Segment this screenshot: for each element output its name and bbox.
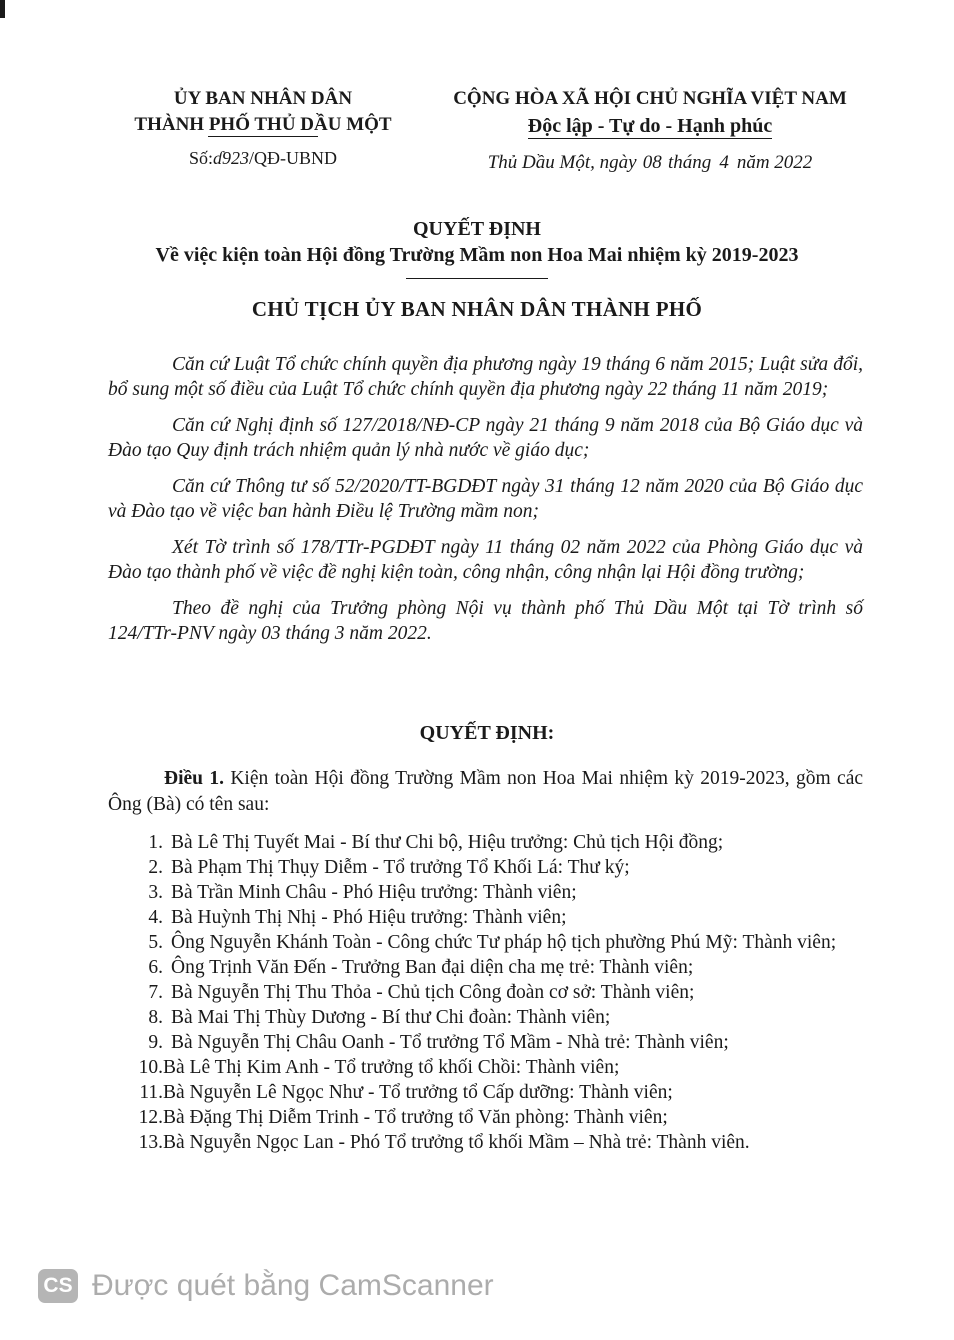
basis-paragraph: Căn cứ Luật Tổ chức chính quyền địa phương ngày 19 tháng 6 năm 2015; Luật sửa đổi, bổ sung một số điều của Luật Tổ chức chính quyền địa phương ngày 22 tháng 11 năm 2019; — [108, 354, 863, 400]
list-item: 13. Bà Nguyễn Ngọc Lan - Phó Tổ trưởng tổ khối Mầm – Nhà trẻ: Thành viên. — [138, 1132, 750, 1153]
decision-heading: QUYẾT ĐỊNH: — [419, 722, 555, 744]
nation-name: CỘNG HÒA XÃ HỘI CHỦ NGHĨA VIỆT NAM — [453, 88, 847, 109]
article-1 — [108, 766, 863, 818]
article-text: Kiện toàn Hội đồng Trường Mầm non Hoa Mai nhiệm kỳ 2019-2023, gồm các Ông (Bà) có tên sau: — [108, 768, 864, 815]
list-item: 1. Bà Lê Thị Tuyết Mai - Bí thư Chi bộ, Hiệu trưởng: Chủ tịch Hội đồng; — [148, 832, 724, 853]
agency-line-1: ỦY BAN NHÂN DÂN — [173, 88, 353, 109]
agency-line-2: THÀNH PHỐ THỦ DẦU MỘT — [134, 112, 391, 138]
list-item: 12. Bà Đặng Thị Diễm Trinh - Tổ trưởng tổ Văn phòng: Thành viên; — [138, 1107, 668, 1128]
national-motto: Độc lập - Tự do - Hạnh phúc — [527, 115, 773, 137]
article-label: Điều 1. — [164, 768, 224, 789]
national-header-block — [440, 86, 860, 174]
issuing-authority: CHỦ TỊCH ỦY BAN NHÂN DÂN THÀNH PHỐ — [251, 297, 703, 321]
document-subject: Về việc kiện toàn Hội đồng Trường Mầm non Hoa Mai nhiệm kỳ 2019-2023 — [155, 244, 799, 266]
list-item: 3. Bà Trần Minh Châu - Phó Hiệu trưởng: Thành viên; — [148, 882, 577, 903]
list-item: 8. Bà Mai Thị Thùy Dương - Bí thư Chi đoàn: Thành viên; — [148, 1007, 611, 1028]
document-number: Số:ɗ923/QĐ-UBND — [188, 148, 337, 168]
list-item: 4. Bà Huỳnh Thị Nhị - Phó Hiệu trưởng: Thành viên; — [148, 907, 567, 928]
list-item: 2. Bà Phạm Thị Thụy Diễm - Tổ trưởng Tổ Khối Lá: Thư ký; — [148, 857, 630, 878]
legal-basis — [108, 352, 863, 657]
handwritten-month: 4 — [719, 152, 729, 173]
scanner-watermark — [38, 1266, 494, 1306]
member-list — [108, 830, 868, 1155]
title-divider — [406, 278, 548, 279]
issuing-agency-block — [108, 86, 418, 169]
basis-paragraph: Xét Tờ trình số 178/TTr-PGDĐT ngày 11 tháng 02 năm 2022 của Phòng Giáo dục và Đào tạo thành phố về việc đề nghị kiện toàn, công nhận, công nhận lại Hội đồng trường; — [108, 537, 863, 583]
basis-paragraph: Căn cứ Nghị định số 127/2018/NĐ-CP ngày 21 tháng 9 năm 2018 của Bộ Giáo dục và Đào tạo Quy định trách nhiệm quản lý nhà nước về giáo dục; — [108, 415, 863, 461]
list-item: 5. Ông Nguyễn Khánh Toàn - Công chức Tư pháp hộ tịch phường Phú Mỹ: Thành viên; — [148, 932, 837, 953]
scan-edge-mark — [0, 0, 5, 18]
scanner-watermark-text: Được quét bằng CamScanner — [92, 1269, 494, 1302]
list-item: 6. Ông Trịnh Văn Đến - Trưởng Ban đại diện cha mẹ trẻ: Thành viên; — [148, 957, 694, 978]
list-item: 10. Bà Lê Thị Kim Anh - Tổ trưởng tổ khối Chồi: Thành viên; — [138, 1057, 620, 1078]
camscanner-logo-icon: CS — [38, 1269, 78, 1303]
basis-paragraph: Căn cứ Thông tư số 52/2020/TT-BGDĐT ngày 31 tháng 12 năm 2020 của Bộ Giáo dục và Đào tạo về việc ban hành Điều lệ Trường mầm non; — [108, 476, 863, 522]
basis-paragraph: Theo đề nghị của Trưởng phòng Nội vụ thành phố Thủ Dầu Một tại Tờ trình số 124/TTr-PNV ngày 03 tháng 3 năm 2022. — [108, 598, 863, 644]
list-item: 7. Bà Nguyễn Thị Thu Thỏa - Chủ tịch Công đoàn cơ sở: Thành viên; — [148, 982, 695, 1003]
document-type: QUYẾT ĐỊNH — [413, 218, 541, 240]
place-and-date: Thủ Dầu Một, ngày 08 tháng 4 năm 2022 — [487, 152, 813, 173]
handwritten-number: ɗ923 — [213, 148, 249, 168]
title-block — [0, 216, 954, 322]
list-item: 9. Bà Nguyễn Thị Châu Oanh - Tổ trưởng Tổ Mầm - Nhà trẻ: Thành viên; — [148, 1032, 729, 1053]
handwritten-day: 08 — [642, 152, 662, 173]
list-item: 11. Bà Nguyễn Lê Ngọc Như - Tổ trưởng tổ Cấp dưỡng: Thành viên; — [139, 1082, 673, 1103]
